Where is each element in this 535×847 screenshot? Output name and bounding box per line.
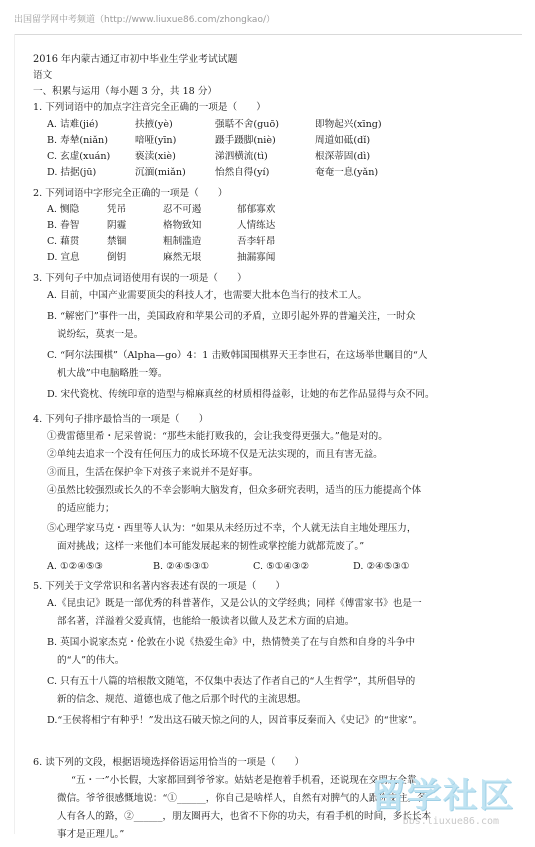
q1-option-d: D. 拮据(jū) [47,167,97,178]
q2-option-c-word4: 吾李轩昂 [237,236,276,247]
q4-sentence-1: ①费雷德里希・尼采曾说：“那些未能打败我的，会让我变得更强大。”他是对的。 [47,431,388,442]
q2-option-d-word2: 倒钥 [107,252,127,263]
q3-option-b: B. “解密门”事件一出，美国政府和苹果公司的矛盾，立即引起外界的普遍关注，一时众 [47,311,416,322]
q4-option-a: A. ①②④⑤③ [47,561,104,572]
q1-option-c-word2: 亵渎(xiè) [135,151,176,162]
q2-option-a-word2: 凭吊 [107,204,127,215]
q1-option-a: A. 诘难(jié) [47,119,99,130]
q5-option-b: B. 英国小说家杰克・伦敦在小说《热爱生命》中，热情赞美了在与自然和自身的斗争中 [47,637,416,648]
q1-option-c-word4: 根深蒂固(dì) [315,151,371,162]
q6-passage-line-2: 微信。爷爷很感慨地说：“①______，你自己是啥样人，自然有对脾气的人跟你交往。各 [57,793,427,804]
q1-option-b-word4: 周道如砥(dǐ) [315,135,371,146]
q3-option-a: A. 目前，中国产业需要顶尖的科技人才，也需要大批本色当行的技术工人。 [47,290,368,301]
site-header: 出国留学网中考频道（http://www.liuxue86.com/zhongkao/） [14,15,275,25]
q1-option-b-word2: 喑哑(yīn) [135,135,177,146]
q3-option-d: D. 宋代瓷枕、传统印章的造型与棉麻真丝的材质相得益彰，让她的布艺作品显得与众不同。 [47,389,435,400]
q4-sentence-3: ③而且，生活在保护伞下对孩子来说并不是好事。 [47,467,259,478]
q5-option-c-cont: 新的信念、规范、道德也成了他之后那个时代的主流思想。 [57,694,307,705]
q2-option-d: D. 宣息 [47,252,80,263]
q1-option-d-word4: 奄奄一息(yǎn) [315,167,379,178]
q1-option-a-word2: 扶掖(yè) [135,119,173,130]
q4-sentence-5-cont: 面对挑战；这样一来他们本可能发展起来的韧性或掌控能力就都荒废了。” [57,541,365,552]
q2-option-b-word4: 人情练达 [237,220,276,231]
q2-option-a-word4: 郁郁寡欢 [237,204,276,215]
q6-passage-line-4: 事才是正理儿。” [57,829,125,840]
question-3-stem: 3. 下列句子中加点词语使用有误的一项是（ ） [33,273,247,284]
q4-sentence-5: ⑤心理学家马克・西里等人认为：“如果从未经历过不幸，个人就无法自主地处理压力， [47,523,417,534]
q4-sentence-4-cont: 的适应能力； [57,503,115,514]
watermark-logo: 留学社区 [371,776,515,816]
q3-option-c-cont: 机大战”中电脑略胜一筹。 [57,368,168,379]
q2-option-b: B. 眷智 [47,220,80,231]
question-4-stem: 4. 下列句子排序最恰当的一项是（ ） [33,414,209,425]
page-left-border [14,34,15,834]
q6-passage-line-1: “五・一”小长假，大家都回到爷爷家。姑姑老是抱着手机看，还说现在交朋友全靠 [71,775,417,786]
q1-option-d-word2: 沉湎(miǎn) [135,167,186,178]
q2-option-a: A. 恻隐 [47,204,80,215]
q2-option-b-word3: 格物致知 [163,220,202,231]
q4-option-b: B. ②④⑤③① [153,561,210,572]
q2-option-c-word2: 禁锢 [107,236,127,247]
q1-option-d-word3: 怡然自得(yí) [215,167,270,178]
q4-option-d: D. ②④⑤③① [353,561,410,572]
q2-option-d-word4: 抽漏寡闻 [237,252,276,263]
q2-option-c-word3: 粗制滥造 [163,236,202,247]
exam-title: 2016 年内蒙古通辽市初中毕业生学业考试试题 [33,54,238,65]
subject-label: 语文 [33,70,53,81]
q5-option-b-cont: 的“人”的伟大。 [57,655,125,666]
site-watermark [361,776,521,835]
q5-option-a-cont: 部名著，洋溢着父爱真情，也能给一般读者以做人及艺术方面的启迪。 [57,616,355,627]
q3-option-b-cont: 说纷纭，莫衷一是。 [57,329,144,340]
question-6-stem: 6. 读下列的文段，根据语境选择俗语运用恰当的一项是（ ） [33,757,305,768]
q2-option-b-word2: 阴霾 [107,220,127,231]
q1-option-a-word4: 即物起兴(xīng) [315,119,382,130]
q4-option-c: C. ⑤①④③② [253,561,310,572]
q1-option-b-word3: 蹑手蹑脚(niè) [215,135,276,146]
question-1-stem: 1. 下列词语中的加点字注音完全正确的一项是（ ） [33,102,266,113]
q1-option-c: C. 玄虚(xuán) [47,151,111,162]
q6-passage-line-3: 人有各人的路，②______，朋友圈再大，也省不下你的功夫，有看手机的时间，多长长本 [57,811,432,822]
q1-option-c-word3: 涕泗横流(tì) [215,151,268,162]
question-5-stem: 5. 下列关于文学常识和名著内容表述有误的一项是（ ） [33,581,286,592]
watermark-url: bbs.liuxue86.com [402,816,499,827]
q5-option-d: D.“王侯将相宁有种乎！”发出这石破天惊之问的人，因首事反秦而入《史记》的“世家”。 [47,715,423,726]
q4-sentence-4: ④虽然比较强烈或长久的不幸会影响大脑发育，但众多研究表明，适当的压力能提高个体 [47,485,422,496]
q4-sentence-2: ②单纯去追求一个没有任何压力的成长环境不仅是无法实现的，而且有害无益。 [47,449,383,460]
q1-option-a-word3: 强聒不舍(guō) [215,119,279,130]
q1-option-b: B. 寿辇(niǎn) [47,135,108,146]
q2-option-c: C. 藉贯 [47,236,80,247]
q2-option-a-word3: 忍不可遏 [163,204,202,215]
section-heading: 一、积累与运用（每小题 3 分，共 18 分） [33,86,218,97]
q2-option-d-word3: 麻然无垠 [163,252,202,263]
q3-option-c: C. “阿尔法围棋”（Alpha—go）4：1 击败韩国围棋界天王李世石，在这场举世瞩目的“人 [47,350,428,361]
header-divider [14,34,522,35]
q5-option-c: C. 只有五十八篇的培根散文随笔，不仅集中表达了作者自己的“人生哲学”，其所倡导的 [47,676,416,687]
q5-option-a: A.《昆虫记》既是一部优秀的科普著作，又是公认的文学经典；同样《傅雷家书》也是一 [47,598,422,609]
question-2-stem: 2. 下列词语中字形完全正确的一项是（ ） [33,188,228,199]
